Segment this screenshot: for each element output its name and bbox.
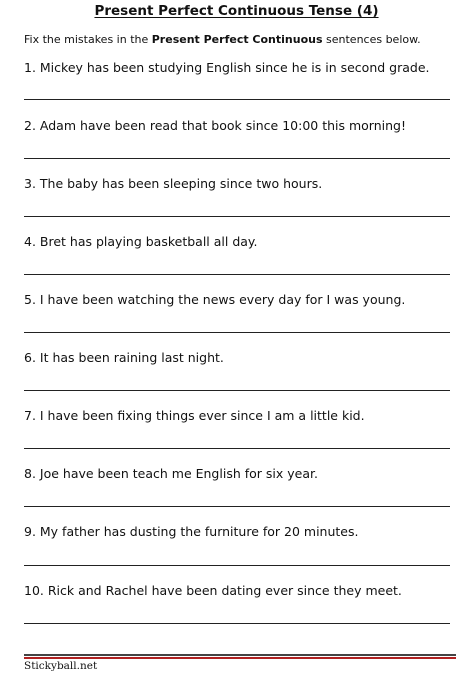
answer-line-3[interactable] xyxy=(24,216,450,217)
footer-site-name: Stickyball.net xyxy=(24,660,98,672)
answer-line-8[interactable] xyxy=(24,506,450,507)
question-6: 6. It has been raining last night. xyxy=(24,350,224,365)
question-8: 8. Joe have been teach me English for six year. xyxy=(24,466,318,481)
answer-line-4[interactable] xyxy=(24,274,450,275)
instructions-prefix: Fix the mistakes in the xyxy=(24,33,152,46)
question-9: 9. My father has dusting the furniture for 20 minutes. xyxy=(24,524,359,539)
instructions xyxy=(24,33,421,46)
instructions-bold: Present Perfect Continuous xyxy=(151,33,323,46)
question-5: 5. I have been watching the news every day for I was young. xyxy=(24,292,406,307)
answer-line-7[interactable] xyxy=(24,448,450,449)
question-1: 1. Mickey has been studying English since he is in second grade. xyxy=(24,60,430,75)
answer-line-5[interactable] xyxy=(24,332,450,333)
worksheet-title: Present Perfect Continuous Tense (4) xyxy=(94,3,379,19)
answer-line-2[interactable] xyxy=(24,158,450,159)
answer-line-1[interactable] xyxy=(24,99,450,100)
footer-divider-red xyxy=(24,657,456,659)
question-10: 10. Rick and Rachel have been dating ever since they meet. xyxy=(24,583,402,598)
question-7: 7. I have been fixing things ever since I am a little kid. xyxy=(24,408,365,423)
question-3: 3. The baby has been sleeping since two hours. xyxy=(24,176,323,191)
answer-line-9[interactable] xyxy=(24,565,450,566)
footer-divider-dark xyxy=(24,654,456,656)
instructions-suffix: sentences below. xyxy=(322,33,421,46)
answer-line-10[interactable] xyxy=(24,623,450,624)
answer-line-6[interactable] xyxy=(24,390,450,391)
question-2: 2. Adam have been read that book since 10:00 this morning! xyxy=(24,118,406,133)
question-4: 4. Bret has playing basketball all day. xyxy=(24,234,258,249)
